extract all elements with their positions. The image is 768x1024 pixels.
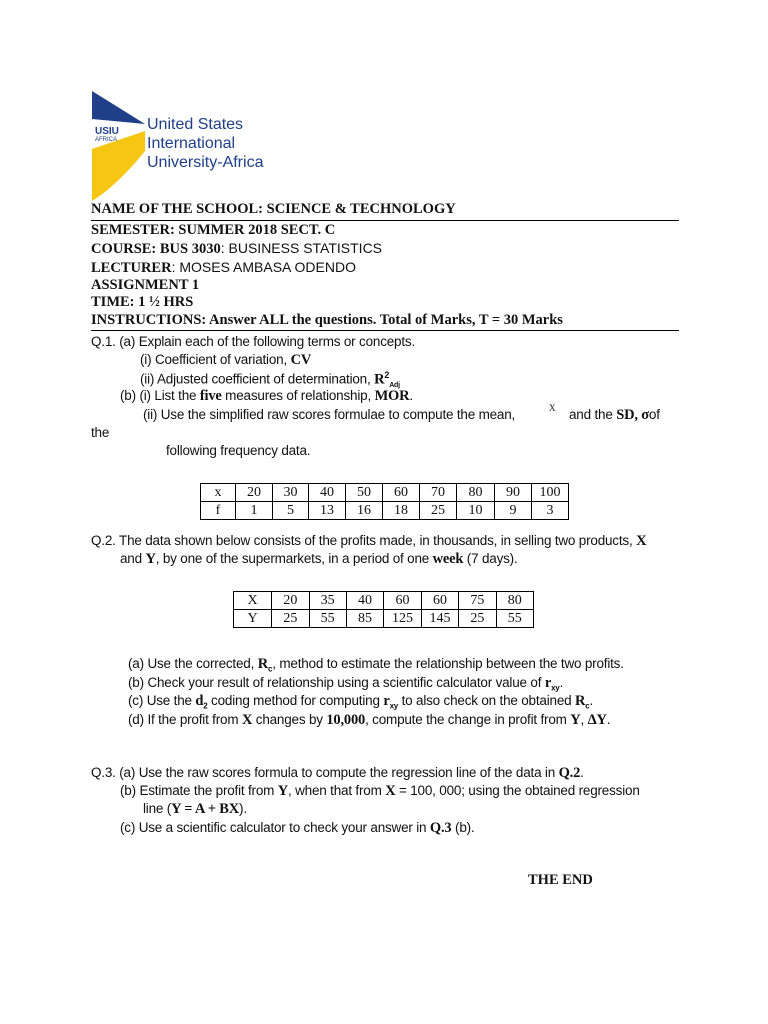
table-cell: 60 (384, 592, 422, 610)
table-cell: 13 (309, 502, 346, 520)
q1-a-i: (i) Coefficient of variation, CV (140, 352, 312, 368)
divider-top (91, 220, 679, 221)
table-cell: 60 (383, 484, 420, 502)
table-cell: 25 (272, 610, 309, 628)
table-cell: 50 (346, 484, 383, 502)
logo-sub: AFRICA (95, 137, 118, 143)
table-row (234, 610, 534, 628)
table-row (201, 484, 569, 502)
table-cell: 90 (495, 484, 532, 502)
semester: SEMESTER: SUMMER 2018 SECT. C (91, 222, 336, 238)
table-cell: 75 (459, 592, 496, 610)
logo-wordmark: United States International University-Africa (147, 116, 264, 171)
q2-b: (b) Check your result of relationship using a scientific calculator value of $r_{xy}$. (128, 675, 564, 693)
school-name: NAME OF THE SCHOOL: SCIENCE & TECHNOLOGY (91, 201, 456, 217)
course: COURSE: BUS 3030: BUSINESS STATISTICS (91, 240, 383, 257)
q1-b-i: (b) (i) List the five measures of relationship, MOR. (120, 388, 413, 404)
q1-a: Q.1. (a) Explain each of the following terms or concepts. (91, 334, 416, 349)
table-cell: 40 (346, 592, 383, 610)
q2-intro-line2: and Y, by one of the supermarkets, in a period of one week (7 days). (120, 551, 518, 567)
table-cell: 55 (496, 610, 533, 628)
q2-d: (d) If the profit from X changes by 10,000, compute the change in profit from Y, ΔY. (128, 712, 611, 728)
logo-emblem (89, 91, 149, 203)
q1-b-ii-sd: and the SD, σof (569, 407, 660, 423)
table-cell: 100 (532, 484, 569, 502)
table-cell: 80 (457, 484, 495, 502)
table-cell: 3 (532, 502, 569, 520)
logo-abbr: USIU (95, 126, 119, 137)
table-cell: 145 (421, 610, 459, 628)
table-cell: 5 (273, 502, 309, 520)
instructions: INSTRUCTIONS: Answer ALL the questions. Total of Marks, T = 30 Marks (91, 312, 563, 328)
table-cell: 80 (496, 592, 533, 610)
table-cell: 25 (459, 610, 496, 628)
time-allowed: TIME: 1 ½ HRS (91, 294, 194, 310)
table-cell: X (234, 592, 272, 610)
q3-b-line2: line (Y = A + BX). (143, 801, 247, 817)
q1-a-ii: (ii) Adjusted coefficient of determination, $R^2_{Adj}$ (140, 370, 400, 390)
university-logo (89, 91, 269, 203)
profit-table (233, 591, 534, 628)
table-cell: 20 (272, 592, 309, 610)
table-cell: 85 (346, 610, 383, 628)
table-cell: 125 (384, 610, 422, 628)
q1-b-ii: (ii) Use the simplified raw scores formulae to compute the mean, X (143, 403, 556, 422)
table-cell: 20 (236, 484, 273, 502)
table-cell: x (201, 484, 236, 502)
table-cell: 10 (457, 502, 495, 520)
lecturer: LECTURER: MOSES AMBASA ODENDO (91, 259, 356, 276)
table-cell: 35 (309, 592, 346, 610)
divider-bottom (91, 330, 679, 331)
table-cell: 70 (420, 484, 457, 502)
table-cell: 18 (383, 502, 420, 520)
q2-c: (c) Use the $d_2$ coding method for computing $r_{xy}$ to also check on the obtained $R_c$. (128, 693, 594, 711)
assignment-title: ASSIGNMENT 1 (91, 277, 200, 293)
table-cell: 60 (421, 592, 459, 610)
q3-c: (c) Use a scientific calculator to check your answer in Q.3 (b). (120, 820, 475, 836)
q1-b-ii-wrap: the (91, 425, 110, 440)
table-row (201, 502, 569, 520)
table-cell: 30 (273, 484, 309, 502)
q2-a: (a) Use the corrected, $R_c$, method to estimate the relationship between the two profits. (128, 656, 624, 674)
table-cell: 55 (309, 610, 346, 628)
the-end: THE END (528, 872, 593, 888)
table-cell: 40 (309, 484, 346, 502)
q2-intro-line1: Q.2. The data shown below consists of the profits made, in thousands, in selling two products, X (91, 533, 647, 549)
table-cell: 9 (495, 502, 532, 520)
q3-a: Q.3. (a) Use the raw scores formula to compute the regression line of the data in Q.2. (91, 765, 584, 781)
table-cell: 25 (420, 502, 457, 520)
table-cell: 16 (346, 502, 383, 520)
q1-b-ii-cont: following frequency data. (166, 443, 311, 458)
frequency-table (200, 483, 569, 520)
q3-b: (b) Estimate the profit from Y, when that from X = 100, 000; using the obtained regression (120, 783, 640, 799)
mean-symbol: X (549, 403, 556, 413)
table-cell: Y (234, 610, 272, 628)
table-cell: f (201, 502, 236, 520)
table-cell: 1 (236, 502, 273, 520)
table-row (234, 592, 534, 610)
